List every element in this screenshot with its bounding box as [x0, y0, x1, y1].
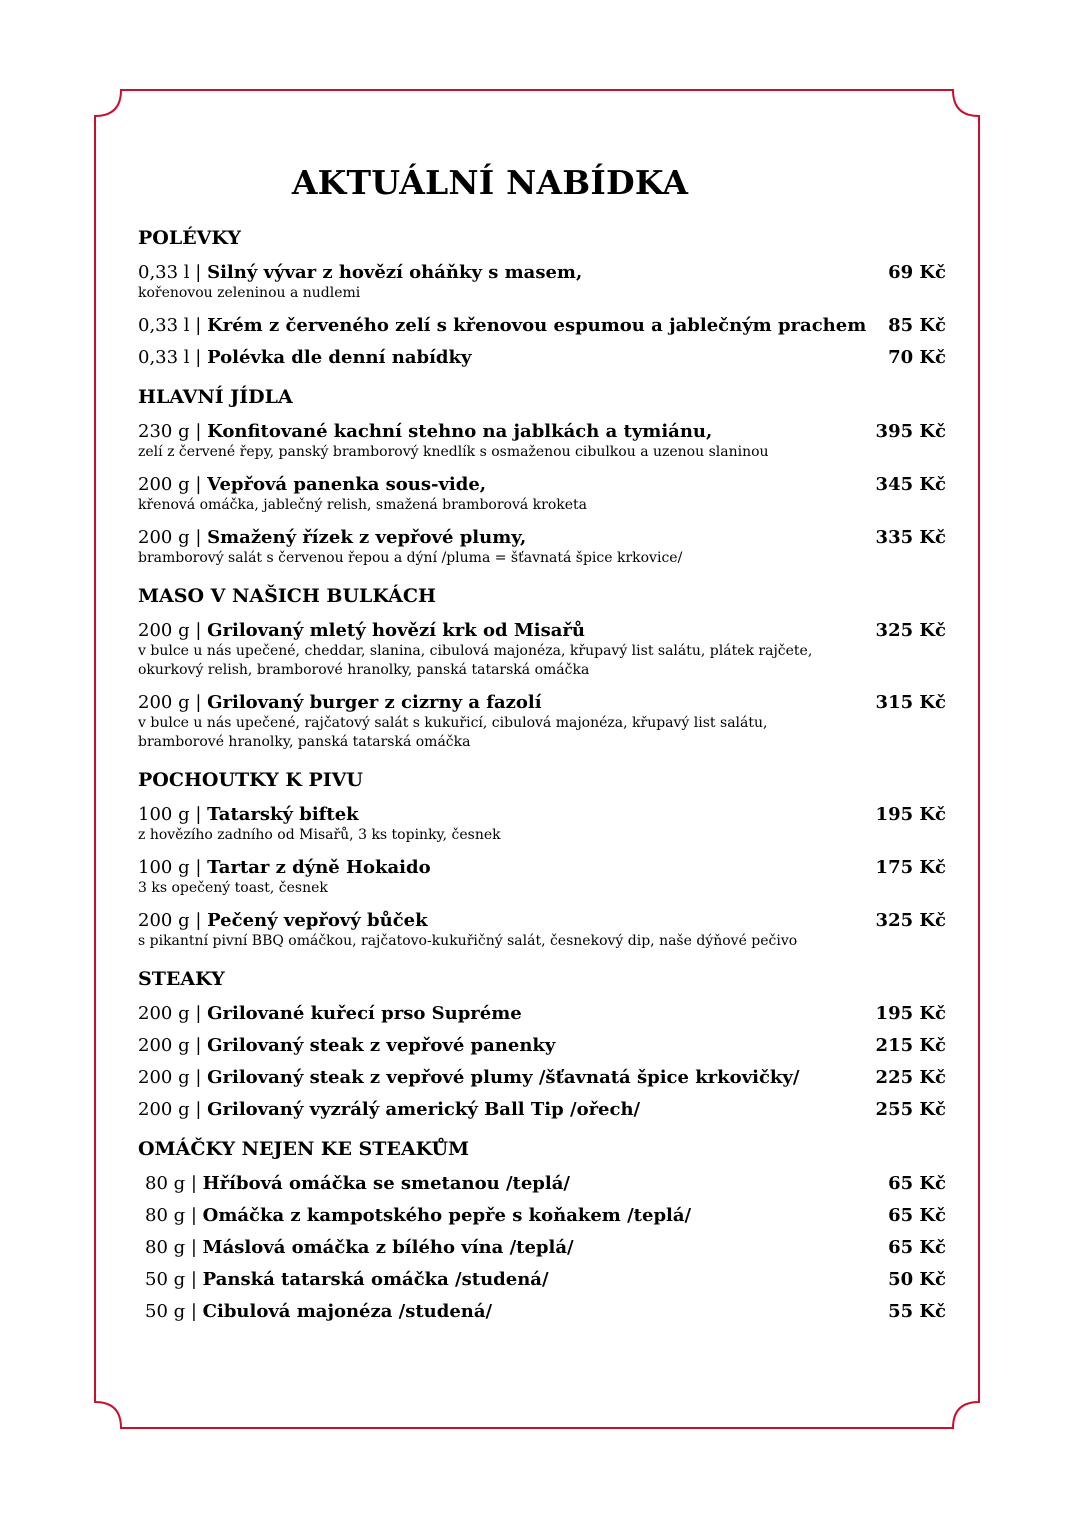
menu-item — [138, 1035, 946, 1057]
menu-item-price: 69 Kč — [888, 262, 946, 283]
menu-item-name: Pečený vepřový bůček — [207, 910, 428, 931]
menu-item-row — [138, 910, 946, 932]
menu-item-row — [138, 1205, 946, 1227]
menu-item-quantity: 200 g — [138, 1099, 190, 1120]
menu-item-title — [138, 1173, 570, 1195]
separator: | — [189, 1067, 208, 1088]
separator: | — [189, 421, 208, 442]
separator: | — [189, 692, 208, 713]
menu-item — [138, 262, 946, 303]
section-heading: HLAVNÍ JÍDLA — [138, 386, 293, 408]
menu-list — [138, 226, 946, 1333]
menu-item-price: 70 Kč — [888, 347, 946, 368]
menu-item — [138, 1205, 946, 1227]
menu-item-row — [138, 315, 946, 337]
separator: | — [189, 474, 208, 495]
menu-item-price: 335 Kč — [875, 527, 946, 548]
menu-item-name: Tatarský biftek — [207, 804, 359, 825]
menu-item-title — [138, 421, 712, 443]
menu-item-price: 325 Kč — [875, 910, 946, 931]
menu-item-name: Vepřová panenka sous-vide, — [207, 474, 487, 495]
menu-item-quantity: 0,33 l — [138, 262, 190, 283]
menu-item — [138, 910, 946, 951]
menu-item-description: okurkový relish, bramborové hranolky, panská tatarská omáčka — [138, 662, 590, 678]
menu-item-quantity: 200 g — [138, 620, 190, 641]
menu-item — [138, 315, 946, 337]
menu-item-price: 215 Kč — [875, 1035, 946, 1056]
separator: | — [189, 910, 208, 931]
separator: | — [189, 1035, 208, 1056]
menu-item-description: 3 ks opečený toast, česnek — [138, 880, 328, 896]
menu-item-description: křenová omáčka, jablečný relish, smažená bramborová kroketa — [138, 497, 588, 513]
menu-item-name: Máslová omáčka z bílého vína /teplá/ — [202, 1237, 574, 1258]
menu-item — [138, 527, 946, 568]
separator: | — [189, 857, 208, 878]
menu-item-description: v bulce u nás upečené, rajčatový salát s kukuřicí, cibulová majonéza, křupavý list salátu, — [138, 715, 768, 731]
menu-item-quantity: 200 g — [138, 692, 190, 713]
menu-item-price: 225 Kč — [875, 1067, 946, 1088]
menu-item-price: 85 Kč — [888, 315, 946, 336]
menu-item-quantity: 100 g — [138, 857, 190, 878]
menu-item-row — [138, 620, 946, 642]
menu-item-row — [138, 1269, 946, 1291]
menu-item — [138, 1067, 946, 1089]
separator: | — [189, 315, 208, 336]
menu-item-price: 315 Kč — [875, 692, 946, 713]
menu-item — [138, 804, 946, 845]
menu-item-title — [138, 262, 582, 284]
menu-item-quantity: 80 g — [145, 1237, 186, 1258]
menu-item-quantity: 200 g — [138, 1003, 190, 1024]
menu-item-row — [138, 692, 946, 714]
separator: | — [189, 527, 208, 548]
menu-item-name: Omáčka z kampotského pepře s koňakem /teplá/ — [202, 1205, 692, 1226]
menu-item — [138, 421, 946, 462]
separator: | — [185, 1237, 203, 1258]
menu-item-price: 195 Kč — [875, 804, 946, 825]
menu-item-title — [138, 1269, 549, 1291]
menu-item-title — [138, 804, 359, 826]
menu-item-name: Grilované kuřecí prso Supréme — [207, 1003, 522, 1024]
menu-item-row — [138, 347, 946, 369]
menu-item-price: 255 Kč — [875, 1099, 946, 1120]
menu-item-row — [138, 1003, 946, 1025]
menu-item — [138, 1301, 946, 1323]
menu-item-name: Grilovaný mletý hovězí krk od Misařů — [207, 620, 585, 641]
menu-item-row — [138, 421, 946, 443]
menu-item-name: Grilovaný burger z cizrny a fazolí — [207, 692, 542, 713]
menu-item-description: bramborové hranolky, panská tatarská omáčka — [138, 734, 471, 750]
menu-item-name: Panská tatarská omáčka /studená/ — [202, 1269, 549, 1290]
separator: | — [189, 620, 208, 641]
menu-item — [138, 1099, 946, 1121]
menu-item-quantity: 200 g — [138, 527, 190, 548]
menu-item-price: 55 Kč — [888, 1301, 946, 1322]
menu-item-quantity: 100 g — [138, 804, 190, 825]
separator: | — [185, 1301, 203, 1322]
menu-item-price: 395 Kč — [875, 421, 946, 442]
menu-item-name: Hříbová omáčka se smetanou /teplá/ — [202, 1173, 570, 1194]
menu-item-price: 65 Kč — [888, 1205, 946, 1226]
menu-item-quantity: 200 g — [138, 1067, 190, 1088]
section-heading: STEAKY — [138, 968, 225, 990]
separator: | — [189, 262, 208, 283]
menu-item-quantity: 200 g — [138, 474, 190, 495]
menu-item-row — [138, 1035, 946, 1057]
menu-item — [138, 1269, 946, 1291]
menu-item — [138, 1237, 946, 1259]
menu-item-title — [138, 1067, 799, 1089]
menu-item-description: v bulce u nás upečené, cheddar, slanina, cibulová majonéza, křupavý list salátu, plátek rajčete, — [138, 643, 813, 659]
menu-item-quantity: 0,33 l — [138, 347, 190, 368]
menu-item-quantity: 200 g — [138, 1035, 190, 1056]
menu-item-description: bramborový salát s červenou řepou a dýní /pluma = šťavnatá špice krkovice/ — [138, 550, 683, 566]
menu-item-quantity: 80 g — [145, 1205, 186, 1226]
section-heading: POCHOUTKY K PIVU — [138, 769, 363, 791]
menu-item-title — [138, 1035, 555, 1057]
menu-item — [138, 1173, 946, 1195]
menu-item-description: s pikantní pivní BBQ omáčkou, rajčatovo-kukuřičný salát, česnekový dip, naše dýňové pečivo — [138, 933, 798, 949]
menu-item-row — [138, 1237, 946, 1259]
menu-item-price: 345 Kč — [875, 474, 946, 495]
menu-item-name: Polévka dle denní nabídky — [207, 347, 472, 368]
menu-item-name: Silný vývar z hovězí oháňky s masem, — [207, 262, 583, 283]
menu-item-name: Krém z červeného zelí s křenovou espumou a jablečným prachem — [207, 315, 867, 336]
menu-item — [138, 1003, 946, 1025]
menu-item-quantity: 50 g — [145, 1269, 186, 1290]
menu-item-row — [138, 804, 946, 826]
menu-item-quantity: 230 g — [138, 421, 190, 442]
menu-item-name: Smažený řízek z vepřové plumy, — [207, 527, 527, 548]
section-heading: OMÁČKY NEJEN KE STEAKŮM — [138, 1138, 470, 1160]
menu-item-row — [138, 1173, 946, 1195]
separator: | — [189, 1003, 208, 1024]
menu-item-quantity: 200 g — [138, 910, 190, 931]
menu-item-title — [138, 474, 486, 496]
menu-item-row — [138, 474, 946, 496]
menu-item-row — [138, 857, 946, 879]
menu-item-name: Grilovaný steak z vepřové panenky — [207, 1035, 556, 1056]
menu-item-title — [138, 1237, 574, 1259]
menu-item-quantity: 50 g — [145, 1301, 186, 1322]
menu-item-title — [138, 1003, 522, 1025]
menu-item-name: Grilovaný vyzrálý americký Ball Tip /ořech/ — [207, 1099, 641, 1120]
menu-item — [138, 692, 946, 752]
separator: | — [185, 1269, 203, 1290]
menu-item — [138, 347, 946, 369]
menu-item-price: 325 Kč — [875, 620, 946, 641]
separator: | — [185, 1205, 203, 1226]
menu-item-title — [138, 1301, 492, 1323]
menu-item-title — [138, 527, 526, 549]
menu-item-row — [138, 262, 946, 284]
page-title: AKTUÁLNÍ NABÍDKA — [291, 163, 689, 202]
menu-item-name: Konfitované kachní stehno na jablkách a tymiánu, — [207, 421, 713, 442]
menu-item-name: Grilovaný steak z vepřové plumy /šťavnatá špice krkovičky/ — [207, 1067, 800, 1088]
separator: | — [189, 804, 208, 825]
section-heading: MASO V NAŠICH BULKÁCH — [138, 585, 436, 607]
menu-item-title — [138, 857, 431, 879]
separator: | — [189, 347, 208, 368]
menu-item-title — [138, 910, 428, 932]
menu-item-row — [138, 1067, 946, 1089]
menu-item-title — [138, 1099, 640, 1121]
menu-item-title — [138, 692, 542, 714]
menu-item-title — [138, 620, 585, 642]
menu-item-title — [138, 347, 471, 369]
menu-item-description: z hovězího zadního od Misařů, 3 ks topinky, česnek — [138, 827, 501, 843]
menu-item-title — [138, 315, 866, 337]
menu-item-name: Tartar z dýně Hokaido — [207, 857, 431, 878]
menu-item-row — [138, 527, 946, 549]
menu-item-quantity: 0,33 l — [138, 315, 190, 336]
menu-item-row — [138, 1301, 946, 1323]
menu-item-name: Cibulová majonéza /studená/ — [202, 1301, 493, 1322]
separator: | — [185, 1173, 203, 1194]
separator: | — [189, 1099, 208, 1120]
menu-item-price: 195 Kč — [875, 1003, 946, 1024]
menu-item-description: kořenovou zeleninou a nudlemi — [138, 285, 361, 301]
menu-item-row — [138, 1099, 946, 1121]
menu-item — [138, 620, 946, 680]
menu-item-price: 65 Kč — [888, 1173, 946, 1194]
menu-item-description: zelí z červené řepy, panský bramborový knedlík s osmaženou cibulkou a uzenou slaninou — [138, 444, 769, 460]
menu-item-price: 65 Kč — [888, 1237, 946, 1258]
menu-item-title — [138, 1205, 691, 1227]
menu-item — [138, 474, 946, 515]
menu-item-price: 175 Kč — [875, 857, 946, 878]
menu-item — [138, 857, 946, 898]
menu-item-price: 50 Kč — [888, 1269, 946, 1290]
menu-item-quantity: 80 g — [145, 1173, 186, 1194]
section-heading: POLÉVKY — [138, 227, 241, 249]
